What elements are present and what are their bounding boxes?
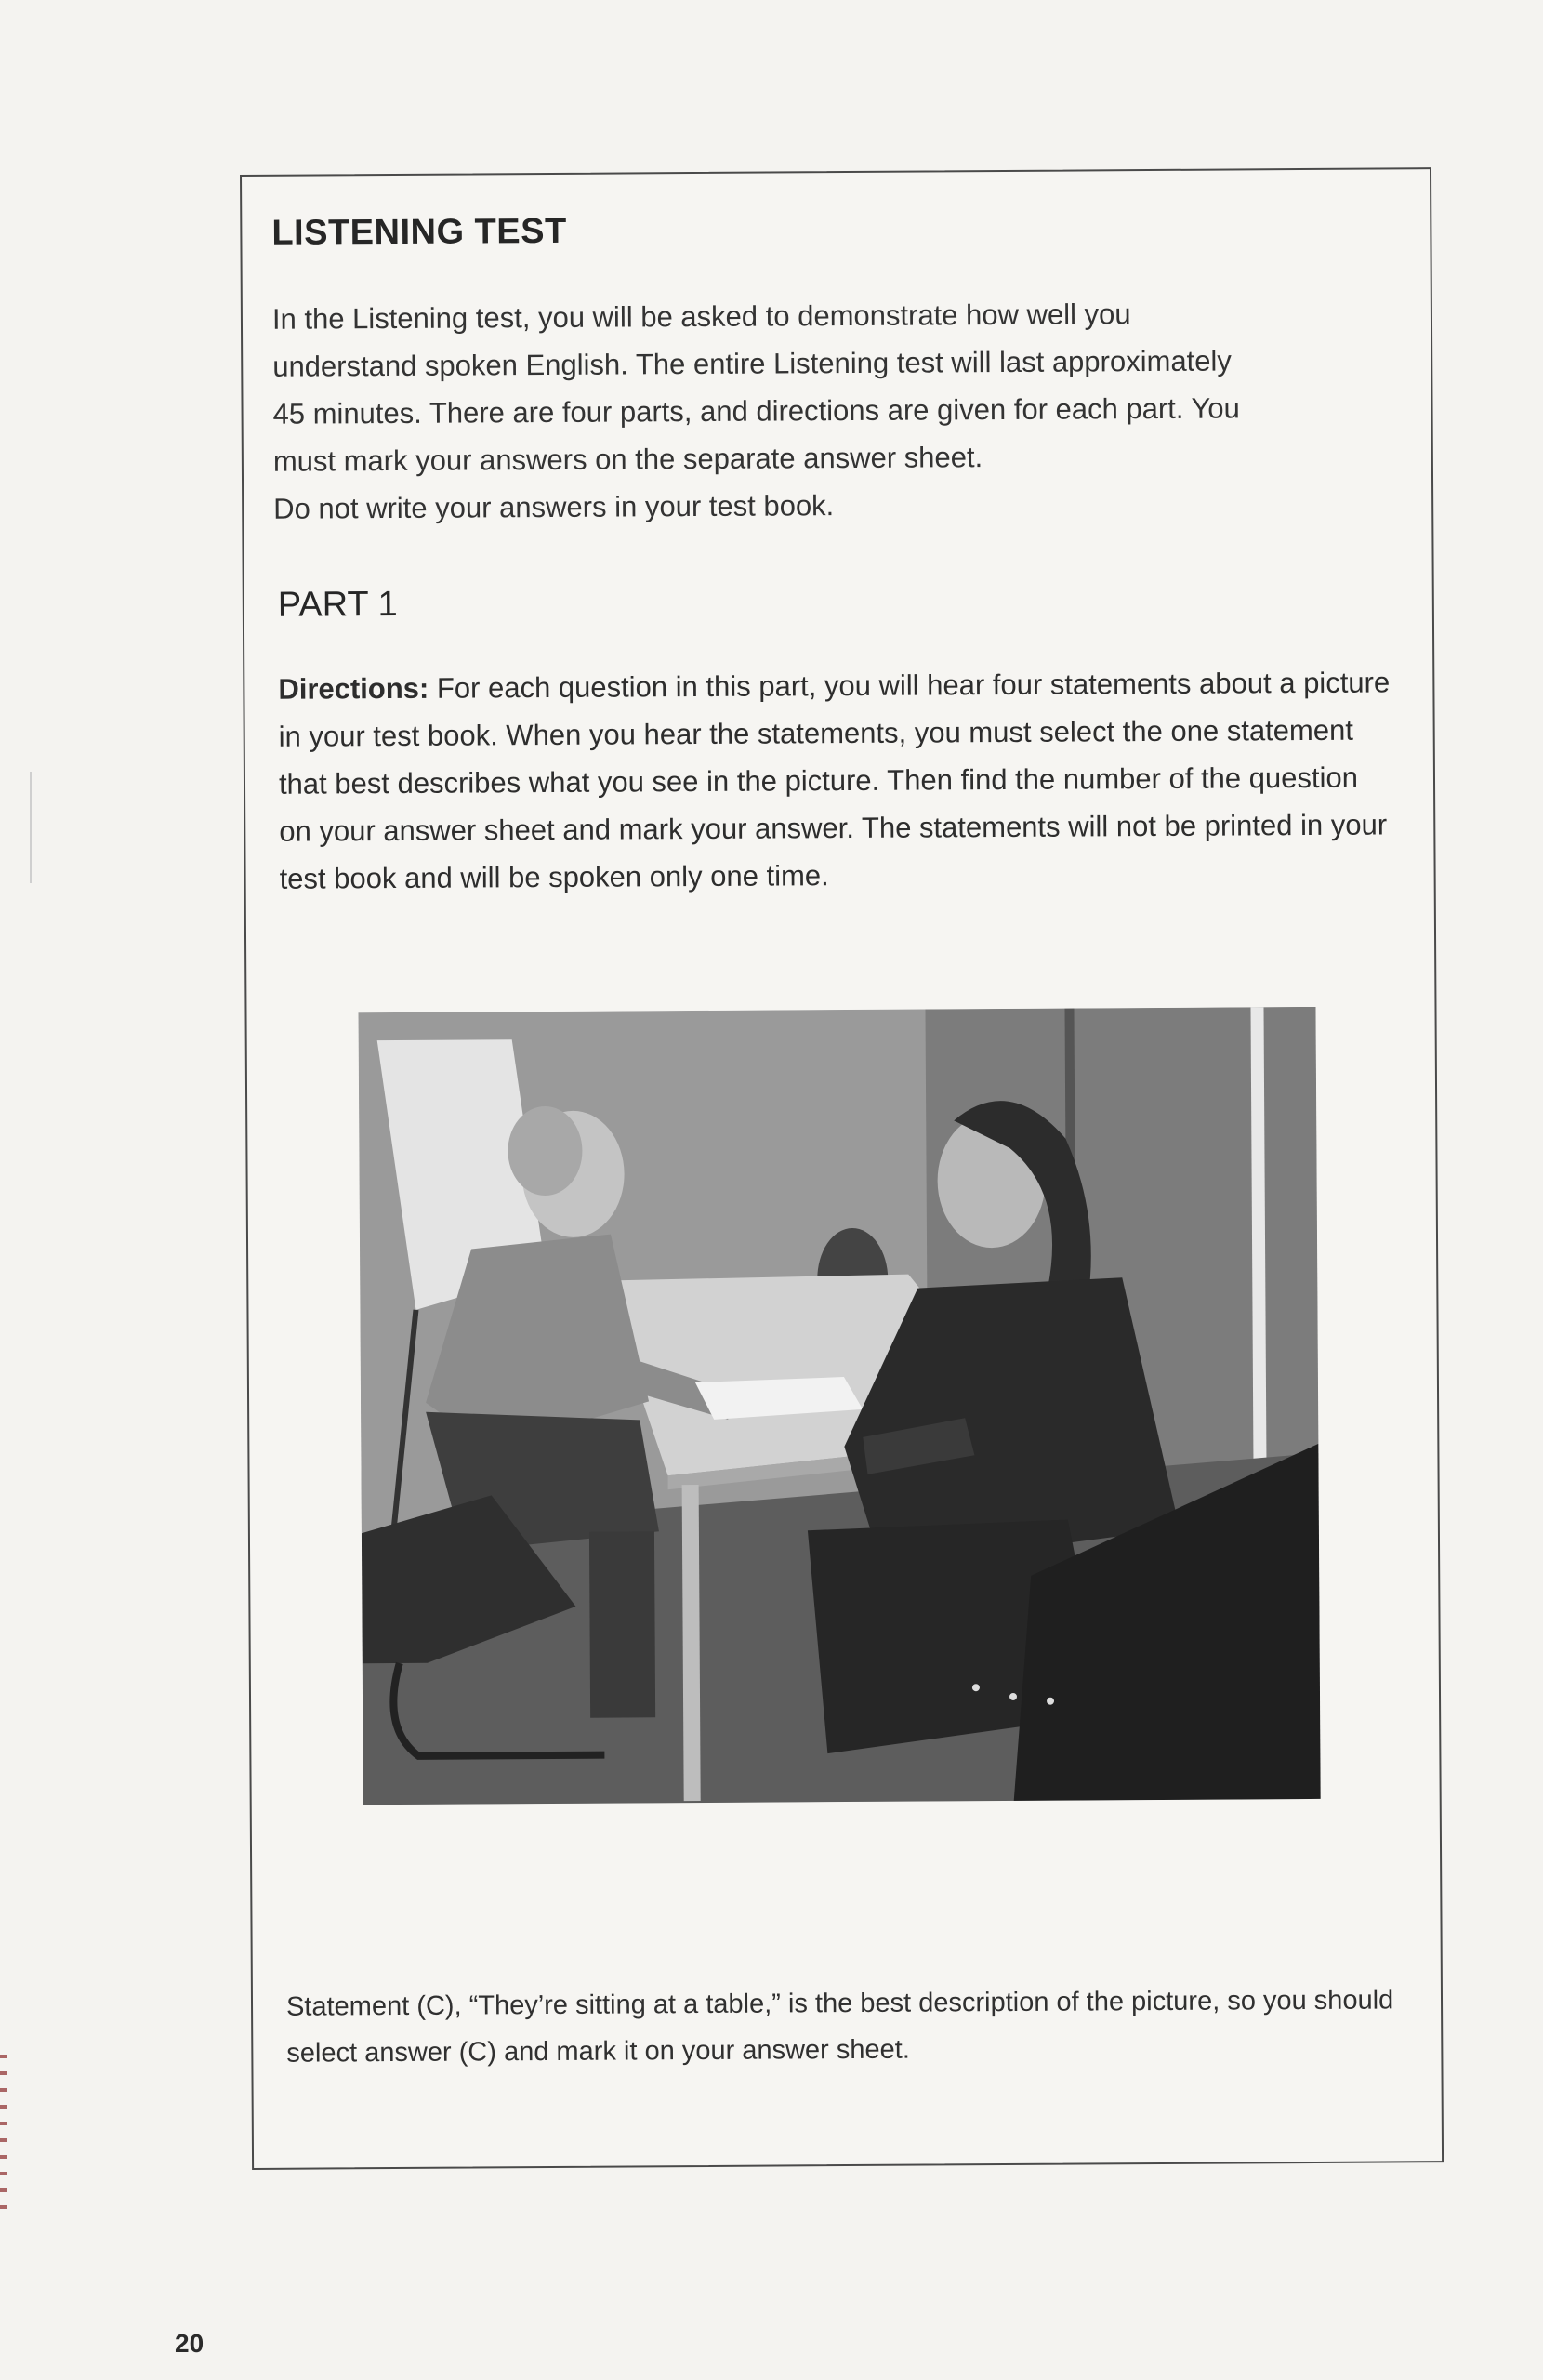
intro-line: Do not write your answers in your test book. — [273, 489, 835, 525]
chair-rivet — [1009, 1693, 1017, 1700]
intro-line: must mark your answers on the separate answer sheet. — [272, 441, 983, 478]
page-edge-shadow — [30, 772, 32, 883]
intro-line: In the Listening test, you will be asked to demonstrate how well you — [271, 298, 1131, 336]
directions-text: For each question in this part, you will hear four statements about a picture in your test book. When you hear the statements, you must select the one statement that best describes what you see in the picture. Then find the number of the question on your answer sheet and mark your answer. The statements will not be printed in your test book and will be spoken only one time. — [278, 666, 1391, 895]
part-title: PART 1 — [277, 584, 398, 625]
chair-rivet — [972, 1684, 980, 1691]
intro-line: 45 minutes. There are four parts, and directions are given for each part. You — [272, 391, 1240, 430]
answer-explanation: Statement (C), “They’re sitting at a table,” is the best description of the picture, so you should select answer (C) and mark it on your answer sheet. — [285, 1985, 1394, 2069]
photo-illustration — [359, 1007, 1321, 1805]
intro-line: understand spoken English. The entire Listening test will last approximately — [272, 344, 1232, 383]
left-woman-hair — [508, 1106, 583, 1196]
table-leg — [682, 1485, 701, 1801]
binding-marks — [0, 2055, 7, 2213]
section-title: LISTENING TEST — [271, 211, 567, 253]
left-woman-shins — [589, 1531, 655, 1717]
page-number: 20 — [175, 2329, 204, 2358]
intro-paragraph — [272, 288, 1390, 532]
example-photo — [359, 1007, 1321, 1805]
directions-label: Directions: — [278, 671, 429, 706]
chair-rivet — [1047, 1698, 1054, 1705]
directions-paragraph — [278, 658, 1395, 902]
listening-test-box — [240, 167, 1444, 2170]
